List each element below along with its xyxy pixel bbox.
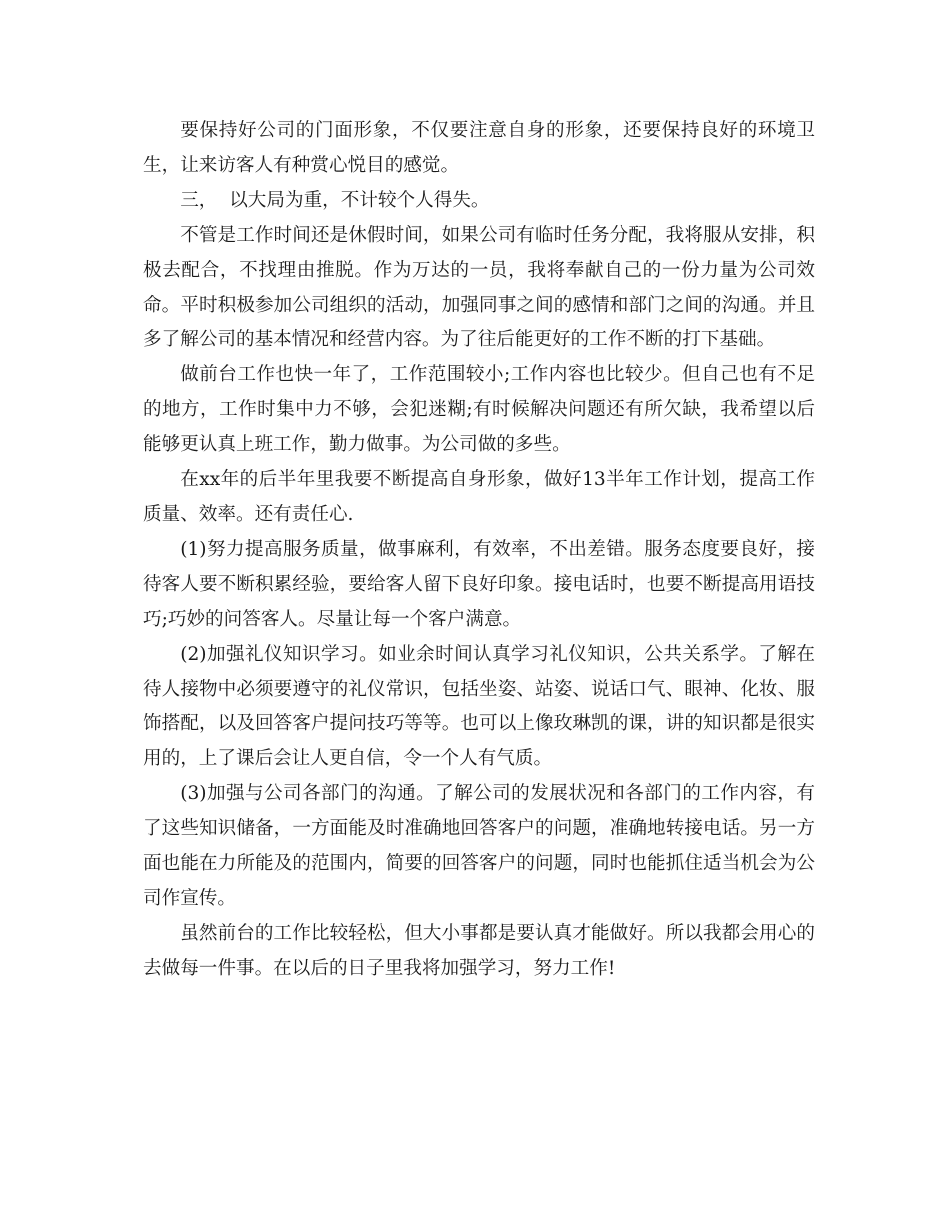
paragraph-company-image: 要保持好公司的门面形象，不仅要注意自身的形象，还要保持良好的环境卫生，让来访客人有种赏心悦目的感觉。 [143, 120, 815, 176]
paragraph-plan-intro: 在xx年的后半年里我要不断提高自身形象，做好13半年工作计划，提高工作质量、效率。还有责任心. [143, 469, 815, 525]
paragraph-plan-item-3: (3)加强与公司各部门的沟通。了解公司的发展状况和各部门的工作内容，有了这些知识储备，一方面能及时准确地回答客户的问题，准确地转接电话。另一方面也能在力所能及的范围内，简要的回答客户的问题，同时也能抓住适当机会为公司作宣传。 [143, 783, 815, 909]
paragraph-plan-item-1: (1)努力提高服务质量，做事麻利，有效率，不出差错。服务态度要良好，接待客人要不断积累经验，要给客人留下良好印象。接电话时，也要不断提高用语技巧;巧妙的问答客人。尽量让每一个客户满意。 [143, 538, 815, 630]
paragraph-self-review: 做前台工作也快一年了，工作范围较小;工作内容也比较少。但自己也有不足的地方，工作时集中力不够，会犯迷糊;有时候解决问题还有所欠缺，我希望以后能够更认真上班工作，勤力做事。为公司做的多些。 [143, 364, 815, 456]
paragraph-cooperation: 不管是工作时间还是休假时间，如果公司有临时任务分配，我将服从安排，积极去配合，不找理由推脱。作为万达的一员，我将奉献自己的一份力量为公司效命。平时积极参加公司组织的活动，加强同事之间的感情和部门之间的沟通。并且多了解公司的基本情况和经营内容。为了往后能更好的工作不断的打下基础。 [143, 224, 815, 351]
document-body [143, 114, 815, 987]
paragraph-conclusion: 虽然前台的工作比较轻松，但大小事都是要认真才能做好。所以我都会用心的去做每一件事。在以后的日子里我将加强学习，努力工作! [143, 922, 815, 979]
paragraph-plan-item-2: (2)加强礼仪知识学习。如业余时间认真学习礼仪知识，公共关系学。了解在待人接物中必须要遵守的礼仪常识，包括坐姿、站姿、说话口气、眼神、化妆、服饰搭配，以及回答客户提问技巧等等。也可以上像玫琳凯的课，讲的知识都是很实用的，上了课后会让人更自信，令一个人有气质。 [143, 643, 815, 770]
section-heading-three: 三， 以大局为重，不计较个人得失。 [180, 189, 490, 211]
